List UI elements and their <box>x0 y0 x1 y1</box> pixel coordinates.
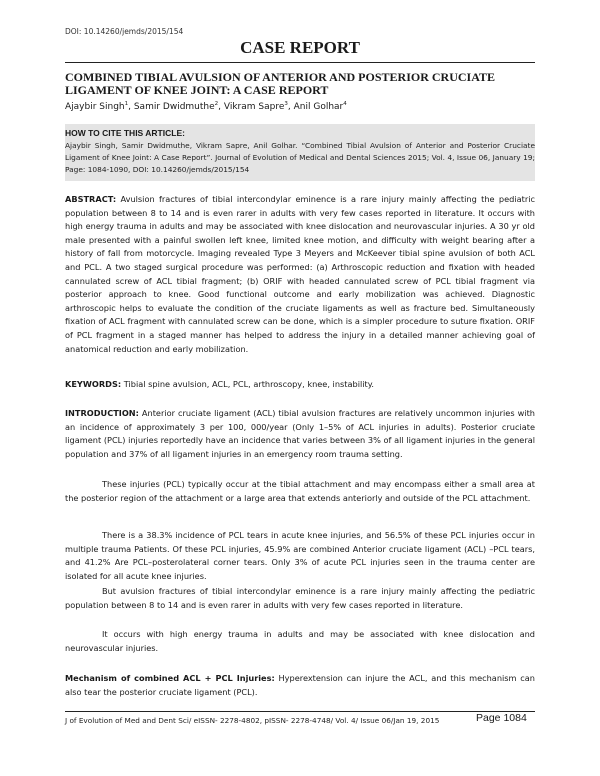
separator: , <box>287 102 294 112</box>
citation-text: Ajaybir Singh, Samir Dwidmuthe, Vikram Sapre, Anil Golhar. “Combined Tibial Avulsion of Anterior and Posterior Cruciate Ligament of Knee Joint: A Case Report”. Journal of Evolution of Medical and Dental Sciences 2015; Vol. 4, Issue 06, January 19; Page: 1084-1090, DOI: 10.14260/jemds/2015/154 <box>65 141 535 174</box>
intro-label: INTRODUCTION: <box>65 408 139 418</box>
affiliation-mark: 1 <box>124 101 129 107</box>
page-number: Page 1084 <box>476 712 527 724</box>
article-title-line-1: COMBINED TIBIAL AVULSION OF ANTERIOR AND POSTERIOR CRUCIATE <box>65 70 495 84</box>
affiliation-mark: 2 <box>214 101 219 107</box>
intro-paragraph-4: But avulsion fractures of tibial intercondylar eminence is a rare injury mainly affecting the pediatric population between 8 to 14 and is even rarer in adults with very few cases reported in literature. <box>65 586 535 610</box>
intro-paragraph-5: It occurs with high energy trauma in adults and may be associated with knee dislocation and neurovascular injuries. <box>65 629 535 653</box>
footer-divider <box>65 711 535 712</box>
keywords-line <box>65 378 535 392</box>
mechanism-paragraph <box>65 672 535 699</box>
abstract-text: Avulsion fractures of tibial intercondylar eminence is a rare injury mainly affecting the pediatric population between 8 to 14 and is even rarer in adults with very few cases reported in literature. It occurs with high energy trauma in adults and may be associated with knee dislocation and neurovascular injuries. A 30 yr old male presented with a painful swollen left knee, limited knee motion, and difficulty with weight bearing after a history of fall from motorcycle. Imaging revealed Type 3 Meyers and McKeever tibial spine avulsion of both ACL and PCL. A two staged surgical procedure was performed: (a) Arthroscopic reduction and fixation with headed cannulated screw of ACL tibial fragment; (b) ORIF with headed cannulated screw of PCL tibial fragment via posterior approach to knee. Good functional outcome and early mobilization was achieved. Diagnostic arthroscopic helps to evaluate the condition of the cruciate ligaments as well as fracture bed. Simultaneously fixation of ACL fragment with cannulated screw can be done, which is a simpler procedure to suture fixation. ORIF of PCL fragment in a staged manner has helped to address the injury in a detailed manner achieving goal of anatomical reduction and early mobilization. <box>65 194 535 354</box>
header-divider <box>65 62 535 63</box>
keywords-text: Tibial spine avulsion, ACL, PCL, arthroscopy, knee, instability. <box>121 379 375 389</box>
citation-heading: HOW TO CITE THIS ARTICLE: <box>65 128 185 138</box>
mechanism-label: Mechanism of combined ACL + PCL Injuries: <box>65 673 275 683</box>
abstract-paragraph <box>65 193 535 356</box>
intro-paragraph-1 <box>65 407 535 461</box>
affiliation-mark: 3 <box>284 101 288 107</box>
abstract-label: ABSTRACT: <box>65 194 117 204</box>
intro-text-1: Anterior cruciate ligament (ACL) tibial avulsion fractures are relatively uncommon injuries with an incidence of approximately 3 per 100, 000/year (Only 1–5% of ACL injuries in adults). Posterior cruciate ligament (PCL) injuries reportedly have an incidence that varies between 3% of all ligament injuries in the general population and 37% of all ligament injuries in an emergency room trauma setting. <box>65 408 535 459</box>
author-name: Samir Dwidmuthe <box>133 102 215 112</box>
author-list <box>65 101 347 112</box>
intro-paragraph-3: There is a 38.3% incidence of PCL tears in acute knee injuries, and 56.5% of these PCL injuries occur in multiple trauma Patients. Of these PCL injuries, 45.9% are combined Anterior cruciate ligament (ACL) –PCL tears, and 41.2% Are PCL–posterolateral corner tears. Only 3% of acute PCL injuries seen in the trauma center are isolated for all acute knee injuries. <box>65 530 535 581</box>
keywords-label: KEYWORDS: <box>65 379 122 389</box>
author-name: Anil Golhar <box>293 102 344 112</box>
doi-label: DOI: 10.14260/jemds/2015/154 <box>65 27 184 36</box>
article-title-line-2: LIGAMENT OF KNEE JOINT: A CASE REPORT <box>65 83 329 97</box>
mechanism-text: Hyperextension can injure the ACL, and this mechanism can also tear the posterior cruciate ligament (PCL). <box>65 673 535 697</box>
article-title <box>65 71 535 97</box>
separator: , <box>218 102 224 112</box>
affiliation-mark: 4 <box>343 101 347 107</box>
journal-footer: J of Evolution of Med and Dent Sci/ eISSN- 2278-4802, pISSN- 2278-4748/ Vol. 4/ Issue 06/Jan 19, 2015 <box>65 716 440 725</box>
separator: , <box>128 102 134 112</box>
author-name: Ajaybir Singh <box>65 102 125 112</box>
author-name: Vikram Sapre <box>223 102 285 112</box>
section-heading: CASE REPORT <box>240 38 360 57</box>
intro-paragraph-2: These injuries (PCL) typically occur at the tibial attachment and may encompass either a small area at the posterior region of the attachment or a large area that extends anteriorly and outside of the PCL attachment. <box>65 479 535 503</box>
